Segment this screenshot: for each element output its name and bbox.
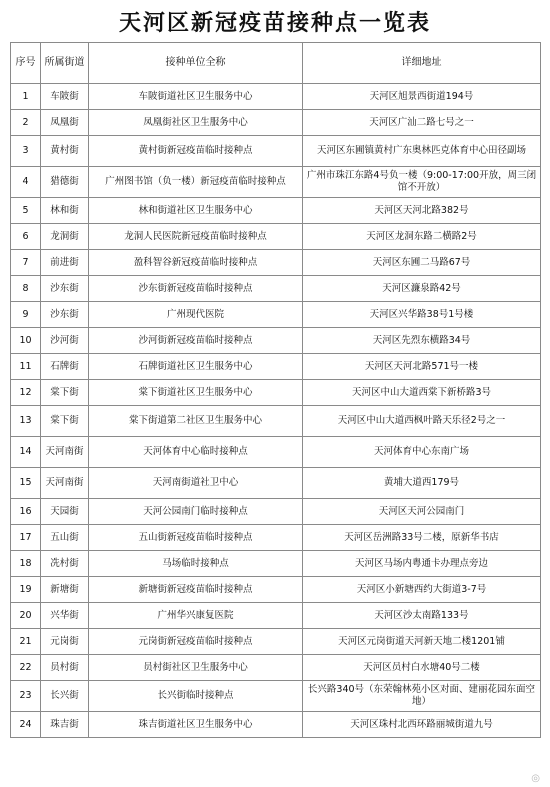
cell-address: 天河区珠村北西环路丽城街道九号 xyxy=(303,712,541,738)
cell-unit: 车陂街道社区卫生服务中心 xyxy=(89,84,303,110)
cell-address: 天河区天河北路571号一楼 xyxy=(303,354,541,380)
header-unit: 接种单位全称 xyxy=(89,43,303,84)
cell-no: 16 xyxy=(11,499,41,525)
cell-no: 13 xyxy=(11,406,41,437)
cell-address: 广州市珠江东路4号负一楼（9:00-17:00开放，周三闭馆不开放） xyxy=(303,167,541,198)
cell-unit: 棠下街道社区卫生服务中心 xyxy=(89,380,303,406)
cell-address: 天河区天河北路382号 xyxy=(303,198,541,224)
table-row xyxy=(11,110,541,136)
cell-address: 天河区小新塘西约大街道3-7号 xyxy=(303,577,541,603)
cell-unit: 盈科智谷新冠疫苗临时接种点 xyxy=(89,250,303,276)
cell-no: 8 xyxy=(11,276,41,302)
cell-no: 6 xyxy=(11,224,41,250)
cell-unit: 员村街社区卫生服务中心 xyxy=(89,655,303,681)
cell-address: 长兴路340号（东荣翰林苑小区对面、建丽花园东面空地） xyxy=(303,681,541,712)
cell-unit: 长兴街临时接种点 xyxy=(89,681,303,712)
cell-unit: 广州现代医院 xyxy=(89,302,303,328)
cell-address: 天河区天河公园南门 xyxy=(303,499,541,525)
table-row xyxy=(11,551,541,577)
cell-no: 22 xyxy=(11,655,41,681)
cell-street: 黄村街 xyxy=(41,136,89,167)
cell-address: 天河区龙洞东路二横路2号 xyxy=(303,224,541,250)
cell-street: 长兴街 xyxy=(41,681,89,712)
cell-unit: 石牌街道社区卫生服务中心 xyxy=(89,354,303,380)
cell-street: 沙河街 xyxy=(41,328,89,354)
cell-no: 24 xyxy=(11,712,41,738)
cell-street: 珠吉街 xyxy=(41,712,89,738)
table-row xyxy=(11,136,541,167)
cell-street: 沙东街 xyxy=(41,302,89,328)
header-address: 详细地址 xyxy=(303,43,541,84)
cell-unit: 棠下街道第二社区卫生服务中心 xyxy=(89,406,303,437)
table-row xyxy=(11,499,541,525)
cell-unit: 龙洞人民医院新冠疫苗临时接种点 xyxy=(89,224,303,250)
table-row xyxy=(11,577,541,603)
cell-address: 天河区广汕二路七号之一 xyxy=(303,110,541,136)
cell-street: 林和街 xyxy=(41,198,89,224)
cell-street: 元岗街 xyxy=(41,629,89,655)
cell-address: 天河区元岗街道天河新天地二楼1201铺 xyxy=(303,629,541,655)
table-header-row xyxy=(11,43,541,84)
cell-address: 天河区兴华路38号1号楼 xyxy=(303,302,541,328)
cell-no: 12 xyxy=(11,380,41,406)
cell-no: 15 xyxy=(11,468,41,499)
table-row xyxy=(11,406,541,437)
cell-address: 天河体育中心东南广场 xyxy=(303,437,541,468)
cell-no: 14 xyxy=(11,437,41,468)
table-row xyxy=(11,167,541,198)
cell-street: 龙洞街 xyxy=(41,224,89,250)
cell-street: 棠下街 xyxy=(41,380,89,406)
cell-address: 天河区先烈东横路34号 xyxy=(303,328,541,354)
cell-address: 天河区员村白水塘40号二楼 xyxy=(303,655,541,681)
table-row xyxy=(11,681,541,712)
cell-no: 18 xyxy=(11,551,41,577)
cell-address: 天河区旭景西街道194号 xyxy=(303,84,541,110)
cell-no: 23 xyxy=(11,681,41,712)
page-title: 天河区新冠疫苗接种点一览表 xyxy=(118,11,431,36)
cell-no: 21 xyxy=(11,629,41,655)
cell-unit: 天河南街道社卫中心 xyxy=(89,468,303,499)
cell-unit: 天河公园南门临时接种点 xyxy=(89,499,303,525)
cell-address: 天河区中山大道西棠下新桥路3号 xyxy=(303,380,541,406)
header-no: 序号 xyxy=(11,43,41,84)
cell-street: 沙东街 xyxy=(41,276,89,302)
watermark: ◎ xyxy=(531,773,540,784)
cell-unit: 广州华兴康复医院 xyxy=(89,603,303,629)
cell-no: 19 xyxy=(11,577,41,603)
table-row xyxy=(11,354,541,380)
cell-unit: 凤凰街社区卫生服务中心 xyxy=(89,110,303,136)
cell-address: 天河区马场内粤通卡办理点旁边 xyxy=(303,551,541,577)
cell-street: 五山街 xyxy=(41,525,89,551)
header-street: 所属街道 xyxy=(41,43,89,84)
table-row xyxy=(11,328,541,354)
table-row xyxy=(11,655,541,681)
cell-unit: 广州图书馆（负一楼）新冠疫苗临时接种点 xyxy=(89,167,303,198)
table-row xyxy=(11,84,541,110)
table-row xyxy=(11,437,541,468)
cell-street: 凤凰街 xyxy=(41,110,89,136)
cell-address: 天河区东圃二马路67号 xyxy=(303,250,541,276)
cell-no: 1 xyxy=(11,84,41,110)
cell-no: 20 xyxy=(11,603,41,629)
cell-street: 猎德街 xyxy=(41,167,89,198)
cell-street: 前进街 xyxy=(41,250,89,276)
table-row xyxy=(11,629,541,655)
table-row xyxy=(11,380,541,406)
vaccination-sites-table xyxy=(10,42,541,738)
cell-unit: 黄村街新冠疫苗临时接种点 xyxy=(89,136,303,167)
cell-address: 天河区东圃镇黄村广东奥林匹克体育中心田径副场 xyxy=(303,136,541,167)
cell-street: 棠下街 xyxy=(41,406,89,437)
cell-street: 员村街 xyxy=(41,655,89,681)
cell-no: 5 xyxy=(11,198,41,224)
cell-street: 冼村街 xyxy=(41,551,89,577)
cell-street: 兴华街 xyxy=(41,603,89,629)
table-row xyxy=(11,468,541,499)
table-row xyxy=(11,198,541,224)
cell-no: 4 xyxy=(11,167,41,198)
table-row xyxy=(11,250,541,276)
cell-no: 3 xyxy=(11,136,41,167)
cell-address: 天河区沙太南路133号 xyxy=(303,603,541,629)
cell-address: 天河区中山大道西枫叶路天乐径2号之一 xyxy=(303,406,541,437)
cell-unit: 沙东街新冠疫苗临时接种点 xyxy=(89,276,303,302)
cell-no: 2 xyxy=(11,110,41,136)
table-row xyxy=(11,302,541,328)
cell-unit: 珠吉街道社区卫生服务中心 xyxy=(89,712,303,738)
cell-street: 天园街 xyxy=(41,499,89,525)
cell-address: 黄埔大道西179号 xyxy=(303,468,541,499)
table-body xyxy=(11,84,541,738)
cell-unit: 林和街道社区卫生服务中心 xyxy=(89,198,303,224)
cell-no: 11 xyxy=(11,354,41,380)
cell-unit: 马场临时接种点 xyxy=(89,551,303,577)
cell-street: 车陂街 xyxy=(41,84,89,110)
cell-street: 新塘街 xyxy=(41,577,89,603)
table-row xyxy=(11,224,541,250)
cell-no: 7 xyxy=(11,250,41,276)
cell-unit: 新塘街新冠疫苗临时接种点 xyxy=(89,577,303,603)
cell-street: 天河南街 xyxy=(41,437,89,468)
cell-address: 天河区濂泉路42号 xyxy=(303,276,541,302)
cell-unit: 天河体育中心临时接种点 xyxy=(89,437,303,468)
cell-no: 17 xyxy=(11,525,41,551)
table-row xyxy=(11,603,541,629)
cell-no: 10 xyxy=(11,328,41,354)
cell-unit: 元岗街新冠疫苗临时接种点 xyxy=(89,629,303,655)
table-row xyxy=(11,525,541,551)
table-row xyxy=(11,712,541,738)
cell-street: 石牌街 xyxy=(41,354,89,380)
cell-unit: 五山街新冠疫苗临时接种点 xyxy=(89,525,303,551)
cell-unit: 沙河街新冠疫苗临时接种点 xyxy=(89,328,303,354)
table-row xyxy=(11,276,541,302)
cell-street: 天河南街 xyxy=(41,468,89,499)
cell-address: 天河区岳洲路33号二楼，原新华书店 xyxy=(303,525,541,551)
cell-no: 9 xyxy=(11,302,41,328)
